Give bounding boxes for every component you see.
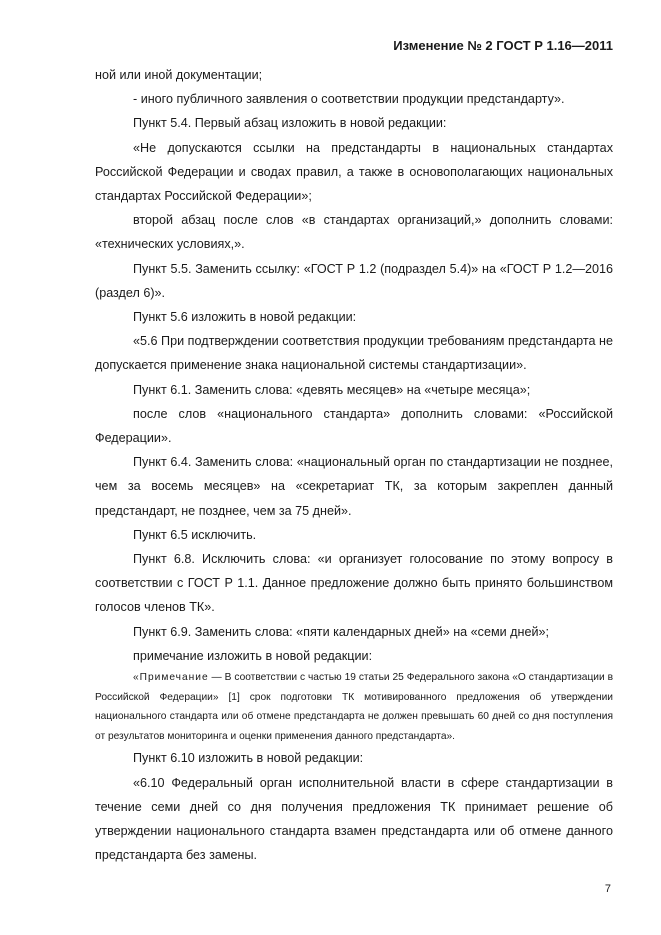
note-label: «Примечание	[133, 672, 209, 684]
paragraph: Пункт 5.6 изложить в новой редакции:	[133, 310, 357, 325]
paragraph: Пункт 6.10 изложить в новой редакции:	[133, 751, 364, 766]
paragraph: второй абзац после слов «в стандартах организаций,» дополнить словами: «технических условиях,».	[95, 213, 613, 252]
page-number: 7	[604, 883, 611, 895]
paragraph: Пункт 6.4. Заменить слова: «национальный орган по стандартизации не позднее, чем за восемь месяцев» на «секретариат ТК, за которым закреплен данный предстандарт, не позднее, чем за 75 дней».	[95, 455, 613, 518]
note-text: — В соответствии с частью 19 статьи 25 Федерального закона «О стандартизации в Российской Федерации» [1] срок подготовки ТК мотивированного предложения об утверждении национального стандарта или об отмене предстандарта не должен превышать 60 дней со дня поступления от результатов мониторинга и оценки применения данного предстандарта».	[95, 672, 613, 742]
body-text	[95, 63, 613, 867]
paragraph: Пункт 5.4. Первый абзац изложить в новой редакции:	[133, 116, 447, 131]
paragraph: Пункт 6.1. Заменить слова: «девять месяцев» на «четыре месяца»;	[133, 382, 531, 397]
paragraph: ной или иной документации;	[95, 68, 263, 82]
paragraph: Пункт 6.5 исключить.	[133, 527, 257, 542]
paragraph: после слов «национального стандарта» дополнить словами: «Российской Федерации».	[95, 406, 613, 446]
page-header: Изменение № 2 ГОСТ Р 1.16—2011	[393, 38, 613, 53]
paragraph: Пункт 5.5. Заменить ссылку: «ГОСТ Р 1.2 (подраздел 5.4)» на «ГОСТ Р 1.2—2016 (раздел 6)».	[95, 261, 613, 300]
paragraph: примечание изложить в новой редакции:	[133, 648, 373, 663]
paragraph: Пункт 6.8. Исключить слова: «и организует голосование по этому вопросу в соответствии с ГОСТ Р 1.1. Данное предложение должно быть принято большинством голосов членов ТК».	[95, 552, 613, 615]
paragraph: «Не допускаются ссылки на предстандарты в национальных стандартах Российской Федерации и сводах правил, а также в основополагающих национальных стандартах Российской Федерации»;	[95, 140, 613, 204]
paragraph: «6.10 Федеральный орган исполнительной власти в сфере стандартизации в течение семи дней со дня получения предложения ТК принимает решение об утверждении национального стандарта взамен предстандарта или об отмене данного предстандарта без замены.	[95, 775, 613, 863]
paragraph: «5.6 При подтверждении соответствия продукции требованиям предстандарта не допускается применение знака национальной системы стандартизации».	[95, 334, 613, 373]
paragraph: Пункт 6.9. Заменить слова: «пяти календарных дней» на «семи дней»;	[133, 624, 550, 639]
note-block	[95, 668, 613, 746]
paragraph: - иного публичного заявления о соответствии продукции предстандарту».	[133, 92, 565, 107]
